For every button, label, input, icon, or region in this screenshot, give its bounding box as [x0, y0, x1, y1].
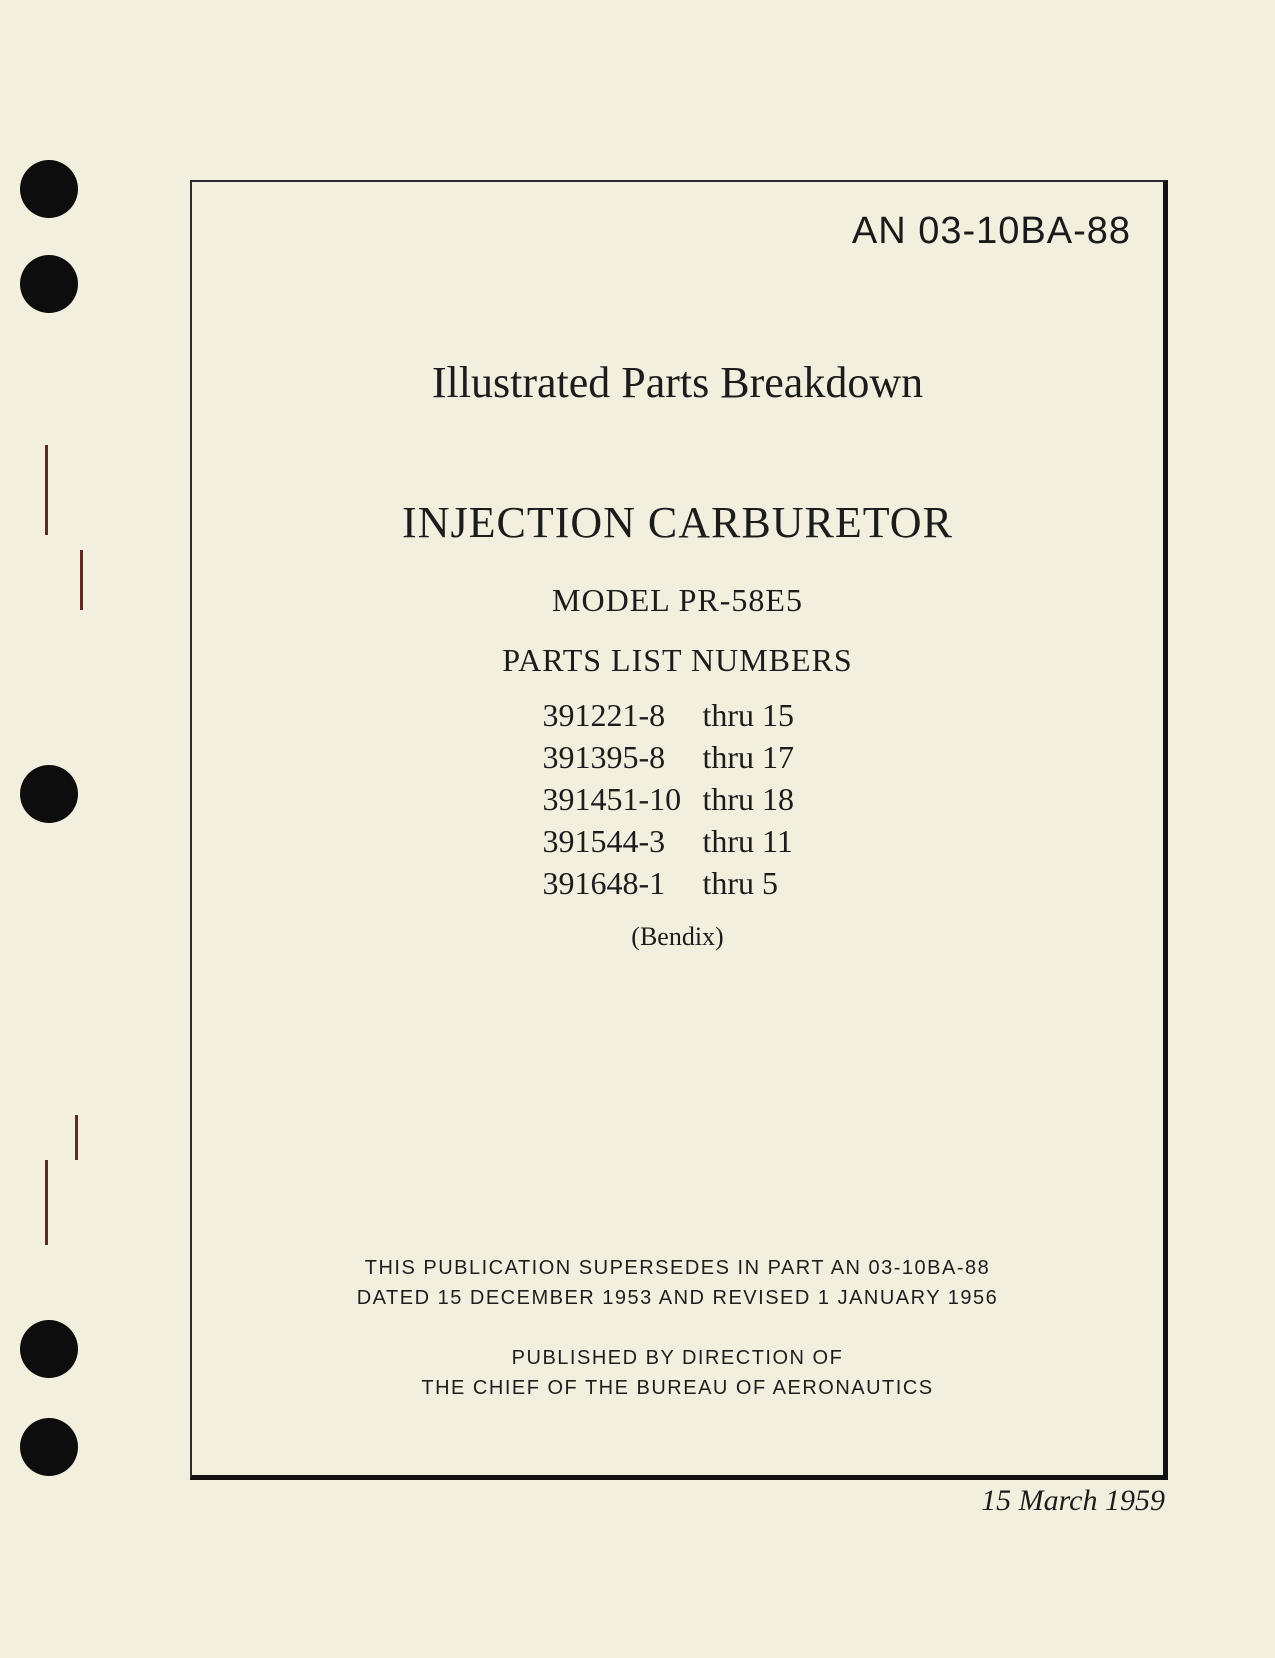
- part-range: thru 5: [702, 865, 779, 901]
- supersedes-notice-line-1: THIS PUBLICATION SUPERSEDES IN PART AN 03-10BA-88: [364, 1257, 991, 1279]
- parts-list-row: [192, 697, 1163, 739]
- binding-mark: [45, 445, 48, 535]
- subject-heading: INJECTION CARBURETOR: [402, 498, 953, 547]
- published-by-line-1: PUBLISHED BY DIRECTION OF: [511, 1347, 844, 1369]
- part-range: thru 17: [702, 739, 795, 775]
- parts-list-heading: PARTS LIST NUMBERS: [502, 642, 853, 678]
- part-number: 391451-10: [542, 781, 682, 817]
- title-frame: [190, 180, 1168, 1480]
- parts-list-row: [192, 739, 1163, 781]
- publication-date: 15 March 1959: [981, 1484, 1165, 1517]
- binding-mark: [80, 550, 83, 610]
- binder-hole-2: [20, 255, 78, 313]
- parts-list-row: [192, 865, 1163, 907]
- manufacturer: (Bendix): [631, 922, 724, 951]
- part-number: 391395-8: [542, 739, 666, 775]
- part-range: thru 15: [702, 697, 795, 733]
- part-range: thru 11: [702, 823, 793, 859]
- supersedes-notice-line-2: DATED 15 DECEMBER 1953 AND REVISED 1 JANUARY 1956: [356, 1287, 999, 1309]
- binder-hole-1: [20, 160, 78, 218]
- part-number: 391648-1: [542, 865, 666, 901]
- published-by-line-2: THE CHIEF OF THE BUREAU OF AERONAUTICS: [421, 1377, 934, 1399]
- binding-mark: [45, 1160, 48, 1245]
- binder-hole-3: [20, 765, 78, 823]
- document-title: Illustrated Parts Breakdown: [431, 358, 924, 407]
- binder-hole-4: [20, 1320, 78, 1378]
- parts-list-row: [192, 823, 1163, 865]
- parts-list: [192, 697, 1163, 907]
- model-number: MODEL PR-58E5: [552, 582, 803, 618]
- binder-hole-5: [20, 1418, 78, 1476]
- part-range: thru 18: [702, 781, 795, 817]
- document-number: AN 03-10BA-88: [851, 210, 1131, 252]
- part-number: 391544-3: [542, 823, 666, 859]
- part-number: 391221-8: [542, 697, 666, 733]
- parts-list-row: [192, 781, 1163, 823]
- binding-mark: [75, 1115, 78, 1160]
